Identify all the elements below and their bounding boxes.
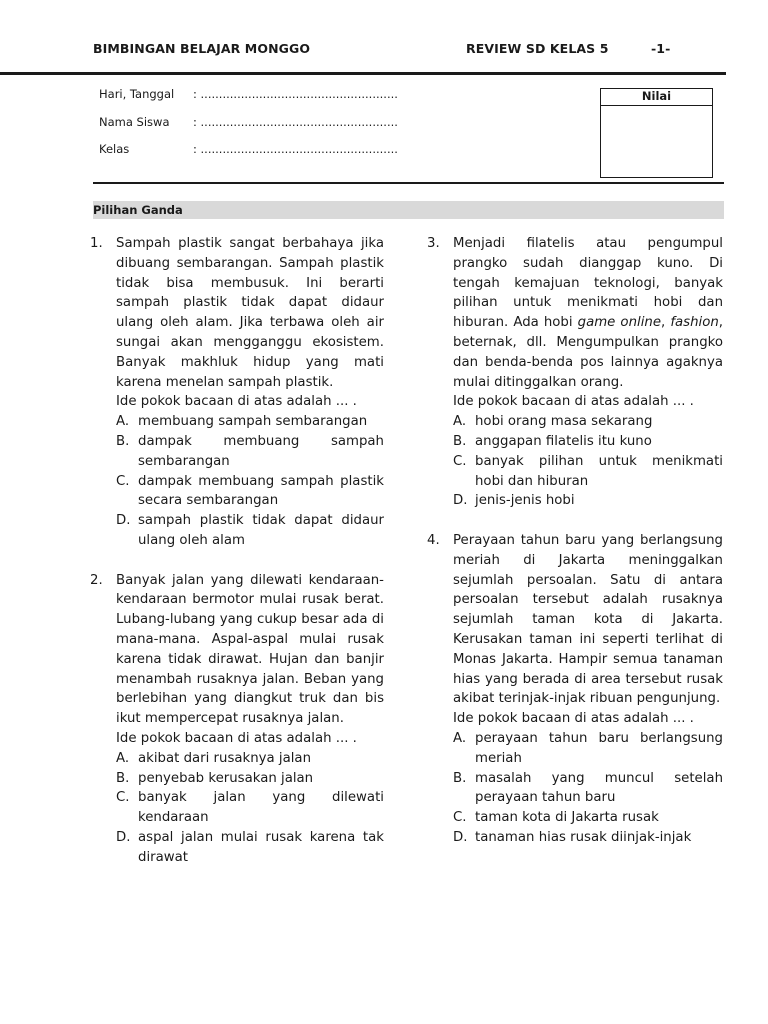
- question-passage: [453, 234, 723, 392]
- question-number: 3.: [427, 236, 440, 251]
- question-number: 2.: [90, 572, 103, 588]
- question-1: [90, 234, 384, 551]
- option-letter: A.: [453, 414, 467, 430]
- student-name-field: [99, 115, 398, 129]
- option-b: [453, 432, 723, 452]
- passage-text: Menjadi filatelis atau pengumpul prangko sudah dianggap kuno. Di tengah kemajuan teknologi, banyak pilihan untuk menikmati hobi dan hiburan. Ada hobi: [453, 236, 723, 331]
- option-letter: D.: [116, 513, 131, 529]
- header-subtitle: REVIEW SD KELAS 5: [466, 41, 609, 56]
- right-column: [427, 234, 723, 848]
- option-text: banyak jalan yang dilewati kendaraan: [138, 790, 384, 826]
- option-a: [453, 729, 723, 769]
- date-blank: : ......................................................: [193, 87, 398, 101]
- option-letter: C.: [116, 790, 130, 806]
- question-3: [427, 234, 723, 511]
- option-letter: A.: [453, 730, 467, 746]
- option-text: jenis-jenis hobi: [475, 493, 575, 509]
- question-4: [427, 531, 723, 848]
- option-text: tanaman hias rusak diinjak-injak: [475, 829, 692, 845]
- question-prompt: Ide pokok bacaan di atas adalah ... .: [453, 711, 694, 727]
- option-text: dampak membuang sampah sembarangan: [138, 433, 384, 469]
- question-passage: Sampah plastik sangat berbahaya jika dibuang sembarangan. Sampah plastik tidak bisa membusuk. Ini berarti sampah plastik tidak dapat didaur ulang oleh alam. Jika terbawa oleh air sungai akan mengganggu ekosistem. Banyak makhluk hidup yang mati karena menelan sampah plastik.: [116, 236, 384, 390]
- option-text: aspal jalan mulai rusak karena tak dirawat: [138, 829, 384, 865]
- option-letter: D.: [116, 829, 131, 845]
- section-title: Pilihan Ganda: [93, 203, 183, 217]
- score-box-title: Nilai: [601, 89, 712, 106]
- option-d: [453, 491, 723, 511]
- option-text: taman kota di Jakarta rusak: [475, 810, 659, 826]
- option-a: [116, 412, 384, 432]
- option-letter: C.: [453, 453, 467, 469]
- option-letter: A.: [116, 414, 130, 430]
- question-number: 1.: [90, 236, 103, 251]
- section-header: [93, 201, 724, 219]
- header-title: BIMBINGAN BELAJAR MONGGO: [93, 41, 311, 56]
- option-text: masalah yang muncul setelah perayaan tahun baru: [475, 770, 723, 806]
- date-field: [99, 87, 398, 101]
- question-2: [90, 571, 384, 868]
- option-letter: D.: [453, 493, 468, 509]
- option-text: banyak pilihan untuk menikmati hobi dan hiburan: [475, 453, 723, 489]
- option-text: perayaan tahun baru berlangsung meriah: [475, 730, 723, 766]
- passage-italic-term: game online: [577, 315, 661, 331]
- option-c: [116, 788, 384, 828]
- option-c: [453, 452, 723, 492]
- option-d: [453, 828, 723, 848]
- question-prompt: Ide pokok bacaan di atas adalah ... .: [453, 394, 694, 410]
- option-letter: D.: [453, 829, 468, 845]
- option-text: penyebab kerusakan jalan: [138, 770, 314, 786]
- option-a: [453, 412, 723, 432]
- score-box: [600, 88, 713, 178]
- option-c: [116, 472, 384, 512]
- option-b: [116, 769, 384, 789]
- option-text: anggapan filatelis itu kuno: [475, 433, 652, 449]
- class-field: [99, 142, 398, 156]
- option-letter: C.: [453, 810, 467, 826]
- info-divider: [93, 182, 724, 184]
- class-label: Kelas: [99, 142, 130, 156]
- option-letter: B.: [453, 770, 467, 786]
- option-letter: B.: [116, 433, 130, 449]
- student-name-blank: : ......................................................: [193, 115, 398, 129]
- option-text: dampak membuang sampah plastik secara sembarangan: [138, 473, 384, 509]
- option-letter: A.: [116, 750, 130, 766]
- option-letter: B.: [116, 770, 130, 786]
- question-passage: Perayaan tahun baru yang berlangsung meriah di Jakarta meninggalkan sejumlah persoalan. Satu di antara persoalan tersebut adalah rusaknya sejumlah taman kota di Jakarta. Kerusakan taman ini seperti terlihat di Monas Jakarta. Hampir semua tanaman hias yang berada di area tersebut rusak akibat terinjak-injak ribuan pengunjung.: [453, 532, 723, 707]
- left-column: [90, 234, 384, 868]
- date-label: Hari, Tanggal: [99, 87, 175, 101]
- question-prompt: Ide pokok bacaan di atas adalah ... .: [116, 394, 357, 410]
- passage-italic-term: fashion: [670, 315, 719, 331]
- page-number: -1-: [651, 41, 671, 56]
- header-divider: [0, 72, 726, 75]
- class-blank: : ......................................................: [193, 142, 398, 156]
- option-letter: C.: [116, 473, 130, 489]
- option-d: [116, 511, 384, 551]
- option-a: [116, 749, 384, 769]
- passage-text: , beternak, dll. Mengumpulkan prangko dan benda-benda pos lainnya agaknya mulai ditinggalkan orang.: [453, 315, 723, 390]
- option-text: sampah plastik tidak dapat didaur ulang oleh alam: [138, 513, 384, 548]
- option-text: akibat dari rusaknya jalan: [138, 750, 312, 766]
- option-text: hobi orang masa sekarang: [475, 414, 653, 430]
- option-b: [116, 432, 384, 472]
- option-letter: B.: [453, 433, 467, 449]
- question-passage: Banyak jalan yang dilewati kendaraan-kendaraan bermotor mulai rusak berat. Lubang-lubang yang cukup besar ada di mana-mana. Aspal-aspal mulai rusak karena tidak dirawat. Hujan dan banjir menambah rusaknya jalan. Beban yang berlebihan yang diangkut truk dan bis ikut mempercepat rusaknya jalan.: [116, 572, 384, 727]
- option-b: [453, 769, 723, 809]
- question-number: 4.: [427, 532, 440, 548]
- student-name-label: Nama Siswa: [99, 115, 170, 129]
- question-prompt: Ide pokok bacaan di atas adalah ... .: [116, 730, 357, 746]
- passage-text: ,: [661, 315, 671, 331]
- option-c: [453, 808, 723, 828]
- option-d: [116, 828, 384, 868]
- option-text: membuang sampah sembarangan: [138, 414, 368, 430]
